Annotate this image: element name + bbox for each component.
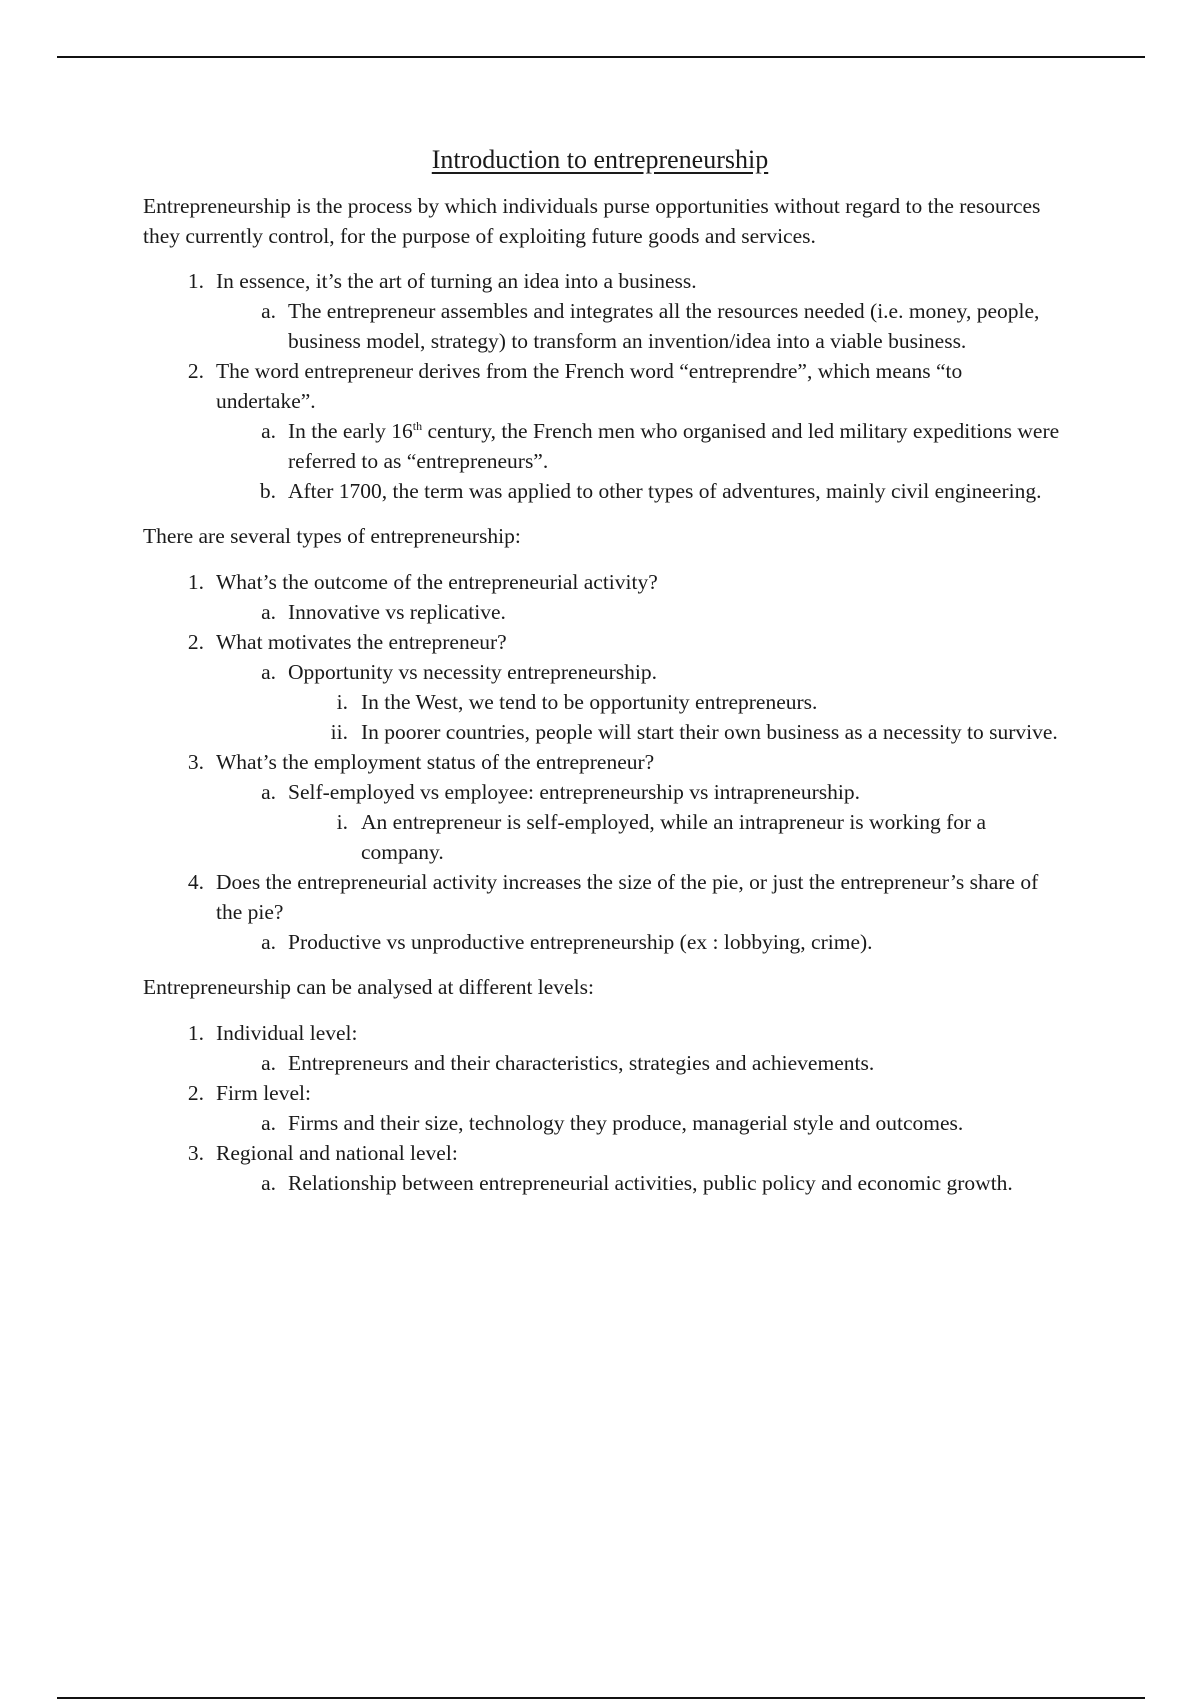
- list-item-text: Innovative vs replicative.: [288, 600, 506, 624]
- list-item: [143, 296, 1063, 356]
- text-segment: century, the French men who organised and led military expeditions were referred to as “entrepreneurs”.: [288, 419, 1060, 473]
- list-item-text: Entrepreneurs and their characteristics, strategies and achievements.: [288, 1051, 875, 1075]
- list-item: [143, 1018, 1063, 1048]
- list-item: [143, 266, 1063, 296]
- list-marker: a.: [261, 660, 276, 684]
- list-marker: a.: [261, 780, 276, 804]
- list-marker: 1.: [187, 570, 204, 594]
- list-item: [143, 627, 1063, 657]
- list-marker: a.: [261, 600, 276, 624]
- list-item-text: Productive vs unproductive entrepreneurship (ex : lobbying, crime).: [288, 930, 873, 954]
- top-rule: [57, 56, 1145, 58]
- document-body: [143, 191, 1063, 1198]
- list-item: [143, 1138, 1063, 1168]
- list-item-text: What’s the outcome of the entrepreneurial activity?: [216, 570, 658, 594]
- list-item-text: Does the entrepreneurial activity increases the size of the pie, or just the entrepreneur’s share of the pie?: [216, 870, 1039, 924]
- list-item: [143, 597, 1063, 627]
- bottom-rule: [57, 1697, 1145, 1699]
- list-item: [143, 747, 1063, 777]
- list-item: [143, 567, 1063, 597]
- list-marker: 3.: [187, 1141, 204, 1165]
- list-item-text: Individual level:: [216, 1021, 358, 1045]
- list-item: [143, 807, 1063, 867]
- list-item: [143, 356, 1063, 416]
- list-item: [143, 1108, 1063, 1138]
- list-marker: 1.: [187, 269, 204, 293]
- types-heading: There are several types of entrepreneurship:: [143, 524, 521, 548]
- list-item: [143, 717, 1063, 747]
- list-marker: 3.: [187, 750, 204, 774]
- list-item-text: The entrepreneur assembles and integrates all the resources needed (i.e. money, people, business model, strategy) to transform an invention/idea into a viable business.: [288, 299, 1040, 353]
- ordinal-superscript: th: [412, 418, 423, 433]
- list-item-text: What’s the employment status of the entrepreneur?: [216, 750, 655, 774]
- list-item-text: After 1700, the term was applied to other types of adventures, mainly civil engineering.: [288, 479, 1042, 503]
- list-item-text: [288, 419, 1059, 473]
- list-marker: a.: [261, 299, 276, 323]
- text-segment: In the early 16: [288, 419, 413, 443]
- list-item-text: An entrepreneur is self-employed, while an intrapreneur is working for a company.: [361, 810, 987, 864]
- list-item: [143, 927, 1063, 957]
- intro-paragraph: Entrepreneurship is the process by which individuals purse opportunities without regard to the resources they currently control, for the purpose of exploiting future goods and services.: [143, 194, 1041, 248]
- list-marker: a.: [261, 1111, 276, 1135]
- list-item-text: Regional and national level:: [216, 1141, 458, 1165]
- list-item: [143, 657, 1063, 687]
- list-marker: i.: [336, 810, 348, 834]
- list-item-text: In poorer countries, people will start their own business as a necessity to survive.: [361, 720, 1058, 744]
- levels-list: [143, 1018, 1063, 1198]
- list-item-text: Firm level:: [216, 1081, 311, 1105]
- list-item-text: The word entrepreneur derives from the French word “entreprendre”, which means “to undertake”.: [216, 359, 963, 413]
- list-marker: b.: [259, 479, 276, 503]
- list-item: [143, 476, 1063, 506]
- list-item-text: In the West, we tend to be opportunity entrepreneurs.: [361, 690, 818, 714]
- list-marker: 1.: [187, 1021, 204, 1045]
- list-item-text: What motivates the entrepreneur?: [216, 630, 507, 654]
- list-marker: 2.: [187, 1081, 204, 1105]
- list-item-text: Relationship between entrepreneurial activities, public policy and economic growth.: [288, 1171, 1013, 1195]
- list-item: [143, 687, 1063, 717]
- list-marker: 2.: [187, 630, 204, 654]
- list-item: [143, 416, 1063, 476]
- levels-heading: Entrepreneurship can be analysed at different levels:: [143, 975, 594, 999]
- list-item-text: Firms and their size, technology they produce, managerial style and outcomes.: [288, 1111, 964, 1135]
- list-item-text: Self-employed vs employee: entrepreneurship vs intrapreneurship.: [288, 780, 860, 804]
- list-marker: ii.: [330, 720, 348, 744]
- list-item: [143, 1168, 1063, 1198]
- list-marker: a.: [261, 930, 276, 954]
- list-item: [143, 777, 1063, 807]
- list-marker: i.: [336, 690, 348, 714]
- list-marker: a.: [261, 1051, 276, 1075]
- list-marker: 4.: [187, 870, 204, 894]
- definition-list: [143, 266, 1063, 506]
- page-title: Introduction to entrepreneurship: [431, 145, 769, 174]
- list-marker: 2.: [187, 359, 204, 383]
- list-marker: a.: [261, 1171, 276, 1195]
- types-list: [143, 567, 1063, 957]
- list-item: [143, 867, 1063, 927]
- list-item: [143, 1048, 1063, 1078]
- list-marker: a.: [261, 419, 276, 443]
- list-item-text: Opportunity vs necessity entrepreneurship.: [288, 660, 657, 684]
- list-item-text: In essence, it’s the art of turning an idea into a business.: [216, 269, 697, 293]
- list-item: [143, 1078, 1063, 1108]
